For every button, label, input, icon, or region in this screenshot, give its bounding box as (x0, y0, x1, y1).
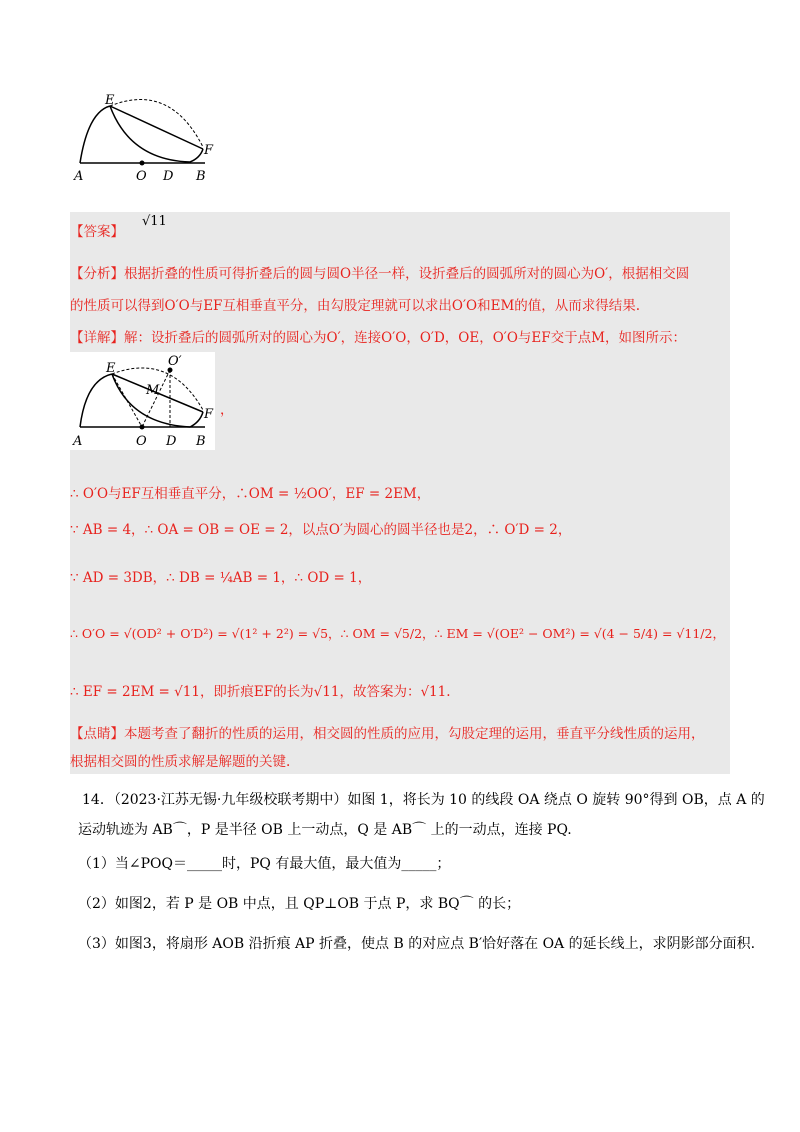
label-o: O (136, 434, 147, 449)
label-o: O (136, 169, 147, 182)
comment-text-1: 本题考查了翻折的性质的运用，相交圆的性质的应用，勾股定理的运用，垂直平分线性质的运用， (124, 726, 705, 742)
step-1: ∴ O′O与EF互相垂直平分，∴OM = ½OO′，EF = 2EM， (70, 486, 431, 502)
label-e: E (106, 361, 116, 376)
semicircle-arc (80, 106, 110, 163)
detail-text-1: 解：设折叠后的圆弧所对的圆心为O′，连接O′O，O′D，OE，O′O与EF交于点M，如图所示： (124, 330, 686, 346)
answer-value: √11 (142, 214, 167, 229)
step-4: ∴ O′O = √(OD² + O′D²) = √(1² + 2²) = √5，∴ OM = √5/2，∴ EM = √(OE² − OM²) = √(4 − 5/4) = √11/2， (70, 626, 725, 641)
step-2: ∵ AB = 4，∴ OA = OB = OE = 2，以点O′为圆心的圆半径也是2，∴ O′D = 2， (70, 522, 572, 538)
step-3: ∵ AD = 3DB，∴ DB = ¼AB = 1，∴ OD = 1， (70, 570, 372, 586)
question-14-part-1: （1）当∠POQ＝_____时，PQ 有最大值，最大值为_____； (78, 856, 451, 872)
dashed-line-oo (142, 370, 170, 427)
geometry-figure-2 (70, 352, 215, 450)
center-point-o (140, 161, 145, 166)
detail-row-1 (70, 328, 686, 348)
figure-2-box (70, 352, 215, 450)
label-m: M (146, 383, 160, 398)
label-d: D (163, 169, 174, 182)
question-14-part-2: （2）如图2，若 P 是 OB 中点，且 QP⊥OB 于点 P，求 BQ⌒ 的长； (78, 896, 521, 912)
label-a: A (74, 169, 84, 182)
folded-arc (110, 106, 203, 162)
label-f: F (204, 407, 214, 422)
comment-text-2: 根据相交圆的性质求解是解题的关键. (70, 754, 291, 770)
answer-row (70, 222, 124, 242)
label-e: E (105, 93, 115, 108)
step-5: ∴ EF = 2EM = √11，即折痕EF的长为√11，故答案为：√11. (70, 684, 451, 700)
label-b: B (196, 434, 206, 449)
question-14-stem-2: 运动轨迹为 AB⌒，P 是半径 OB 上一动点，Q 是 AB⌒ 上的一动点，连接 PQ. (78, 822, 572, 838)
analysis-row-1 (70, 264, 689, 284)
analysis-text-2: 的性质可以得到O′O与EF互相垂直平分，由勾股定理就可以求出O′O和EM的值，从而求得结果. (70, 298, 641, 314)
crease-line-ef (110, 106, 203, 149)
label-b: B (196, 169, 206, 182)
solution-panel (70, 212, 730, 774)
dashed-arc (110, 100, 203, 147)
semicircle-arc (80, 374, 112, 427)
label-a: A (73, 434, 83, 449)
label-f: F (204, 143, 214, 158)
comment-row-1 (70, 724, 705, 744)
answer-tag: 【答案】 (70, 224, 124, 240)
comment-tag: 【点睛】 (70, 726, 124, 742)
folded-arc (112, 374, 203, 427)
question-14-part-3: （3）如图3，将扇形 AOB 沿折痕 AP 折叠，使点 B 的对应点 B′恰好落在 OA 的延长线上，求阴影部分面积. (78, 936, 756, 952)
label-d: D (166, 434, 177, 449)
center-point-o (140, 425, 145, 430)
dashed-line-oe (112, 374, 142, 427)
analysis-text-1: 根据折叠的性质可得折叠后的圆与圆O半径一样，设折叠后的圆弧所对的圆心为O′，根据相交圆 (124, 266, 690, 282)
detail-tag: 【详解】 (70, 330, 124, 346)
label-o-prime: O′ (168, 354, 182, 369)
figure-2-trailing: ， (220, 402, 234, 418)
question-14-stem-1: 14．（2023·江苏无锡·九年级校联考期中）如图 1，将长为 10 的线段 OA 绕点 O 旋转 90°得到 OB，点 A 的 (82, 792, 765, 808)
geometry-figure-1 (70, 92, 220, 182)
analysis-tag: 【分析】 (70, 266, 124, 282)
